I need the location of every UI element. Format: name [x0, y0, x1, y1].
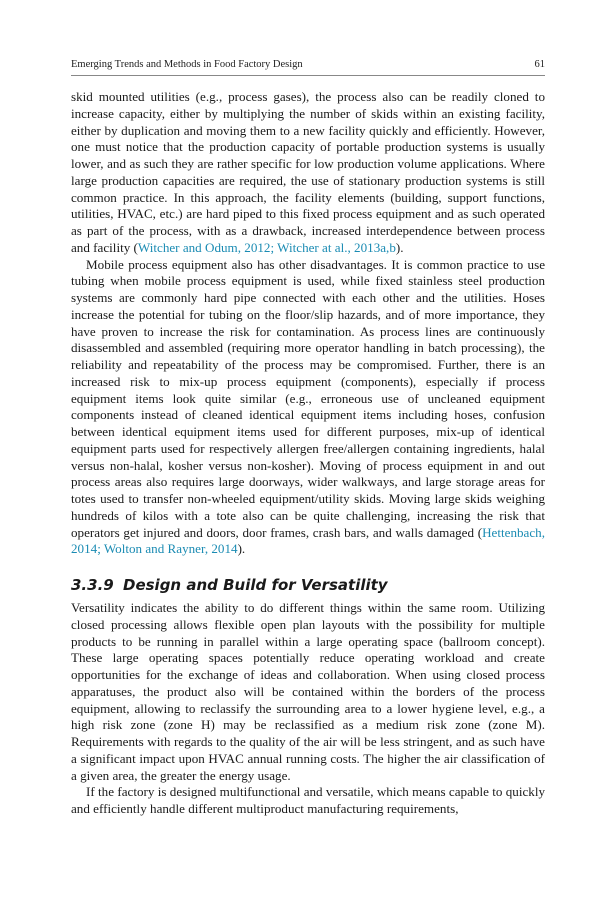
paragraph-3: Versatility indicates the ability to do different things within the same room. Utilizing closed processing allows flexible open plan layouts with the possibility for multiple products to be running in parallel within a large operating space (ballroom concept). These large operating spaces potentially reduce operating workload and create opportunities for the exchange of ideas and collaboration. When using closed process apparatuses, the product also will be contained within the borders of the process equipment, allowing to reclassify the surrounding area to a lower hygiene level, e.g., a high risk zone (zone H) may be reclassified as a medium risk zone (zone M). Requirements with regards to the quality of the air will be less stringent, and as such have a significant impact upon HVAC annual running costs. The higher the air classification of a given area, the greater the energy usage. [71, 600, 545, 783]
citation-link[interactable]: Witcher and Odum, 2012; Witcher at al., 2013a,b [137, 239, 396, 255]
paragraph-text: Mobile process equipment also has other disadvantages. It is common practice to use tubing when mobile process equipment is used, while fixed stainless steel production systems are commonly hard pipe connected with each other and the utilities. Hoses increase the potential for tubing on the floor/slip hazards, and of more importance, they have proven to increase the risk for contamination. As process lines are continuously disassembled and assembled (requiring more operator handling in batch processing), the reliability and repeatability of the process may be compromised. Further, there is an increased risk to mix-up process equipment (components), especially if process equipment items look quite similar (e.g., erroneous use of uncleaned equipment components instead of cleaned identical equipment items including hoses, confusion between identical equipment items used for different purposes, mix-up of identical equipment parts used for respectively allergen free/allergen containing ingredients, halal versus non-halal, kosher versus non-kosher). Moving of process equipment in and out process areas also requires large doorways, wider walkways, and large storage areas for totes used to transfer non-wheeled equipment/utility skids. Moving large skids weighing hundreds of kilos with a tote also can be quite challenging, increasing the risk that operators get injured and doors, door frames, crash bars, and walls damaged ( [71, 256, 545, 540]
paragraph-text: ). [395, 239, 404, 255]
paragraph-text: ). [237, 541, 246, 557]
body-text [71, 89, 545, 818]
section-number: 3.3.9 [71, 576, 114, 594]
paragraph-1 [71, 89, 545, 257]
paragraph-text: skid mounted utilities (e.g., process gases), the process also can be readily cloned to increase capacity, either by multiplying the number of skids within an existing facility, either by duplication and moving them to a new facility quickly and efficiently. However, one must notice that the production capacity of portable production systems is usually lower, and as such they are rather specific for low production volume applications. Where large production capacities are required, the use of stationary production systems is still common practice. In this approach, the facility elements (building, support functions, utilities, HVAC, etc.) are hard piped to this fixed process equipment and as such operated as part of the process, with as a drawback, increased interdependence between process and facility ( [71, 89, 545, 255]
page-number: 61 [534, 59, 545, 70]
running-header [71, 57, 545, 76]
paragraph-2 [71, 257, 545, 559]
citation-link[interactable]: Hettenbach, 2014; Wolton and Rayner, 2014 [71, 524, 545, 557]
section-title: Design and Build for Versatility [123, 576, 388, 594]
paragraph-4: If the factory is designed multifunctional and versatile, which means capable to quickly and efficiently handle different multiproduct manufacturing requirements, [71, 784, 545, 816]
section-heading [71, 576, 545, 594]
running-title: Emerging Trends and Methods in Food Factory Design [71, 59, 303, 70]
